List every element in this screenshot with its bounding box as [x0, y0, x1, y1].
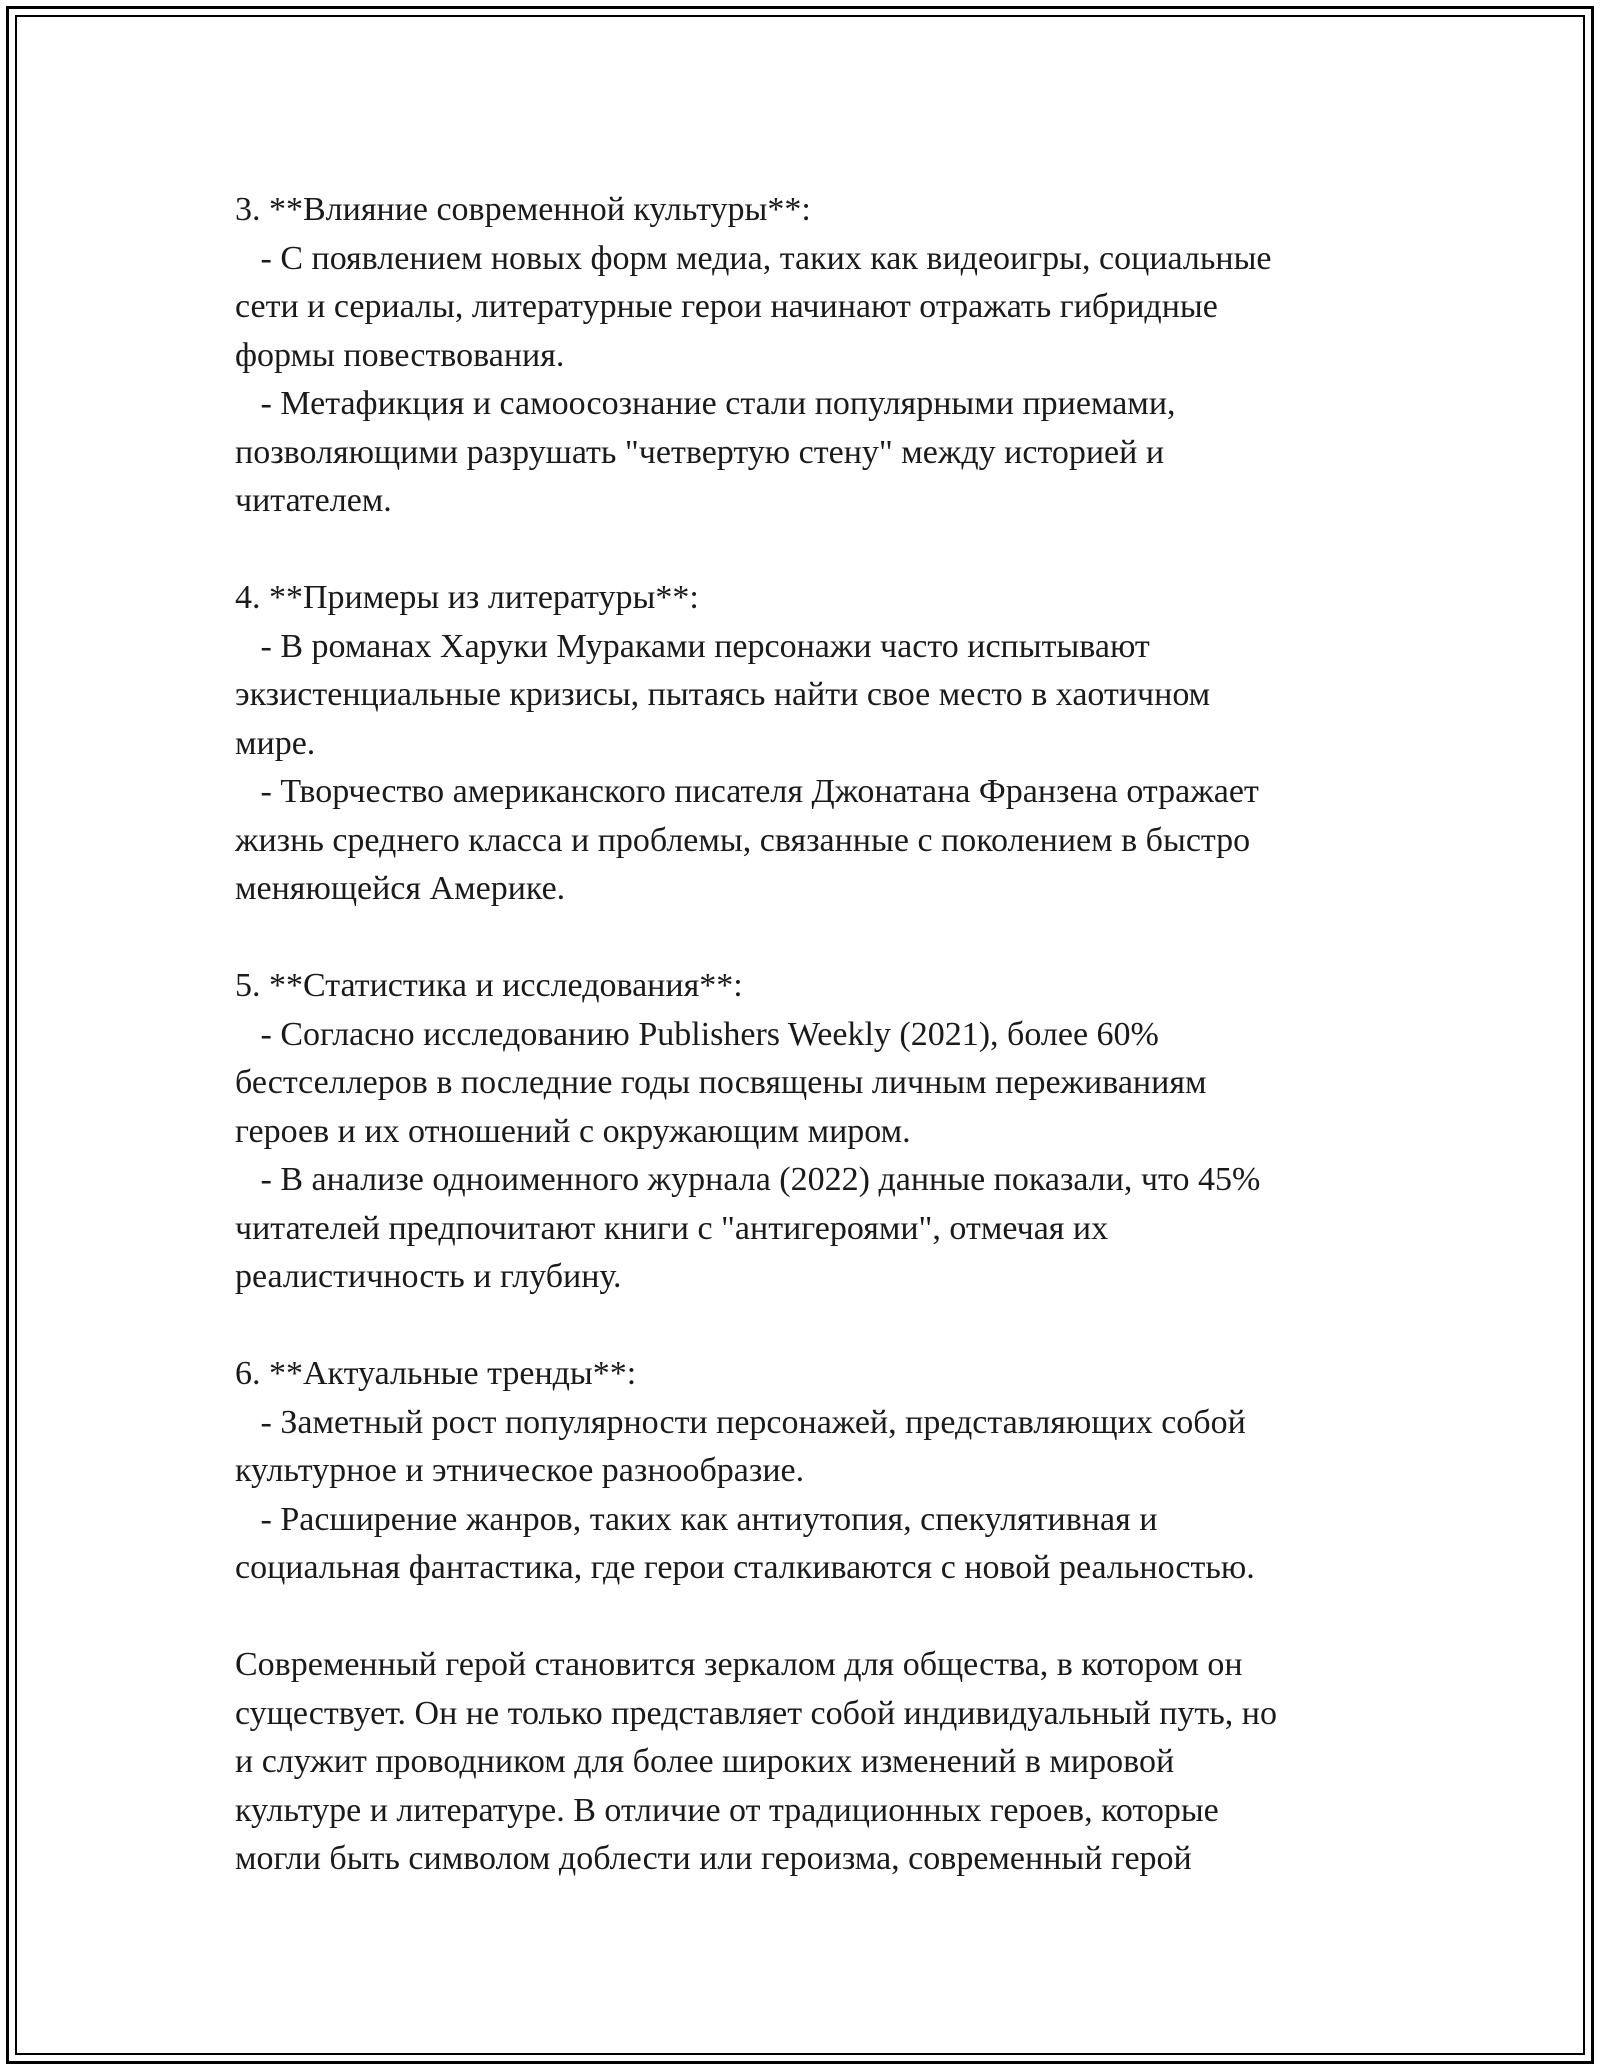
text-line: могли быть символом доблести или героизма, современный герой [235, 1840, 1192, 1877]
text-line: экзистенциальные кризисы, пытаясь найти свое место в хаотичном [235, 676, 1211, 713]
text-line: жизнь среднего класса и проблемы, связанные с поколением в быстро [235, 821, 1251, 859]
text-line: существует. Он не только представляет собой индивидуальный путь, но [235, 1694, 1277, 1732]
text-line: - Заметный рост популярности персонажей, представляющих собой [235, 1403, 1246, 1441]
text-line: социальная фантастика, где герои сталкиваются с новой реальностью. [235, 1549, 1255, 1586]
text-line: бестселлеров в последние годы посвящены личным переживаниям [235, 1064, 1207, 1101]
section-heading: 3. **Влияние современной культуры**: [235, 191, 811, 228]
text-line: - Творчество американского писателя Джонатана Франзена отражает [235, 773, 1259, 810]
text-line: культурное и этническое разнообразие. [235, 1452, 805, 1489]
text-line: позволяющими разрушать "четвертую стену" между историей и [235, 433, 1165, 471]
text-line: реалистичность и глубину. [235, 1258, 622, 1295]
text-line: - Метафикция и самоосознание стали популярными приемами, [235, 385, 1176, 422]
text-line: читателем. [235, 482, 392, 519]
section-heading: 4. **Примеры из литературы**: [235, 579, 699, 616]
text-line: мире. [235, 724, 316, 762]
text-line: - Согласно исследованию Publishers Weekly (2021), более 60% [235, 1015, 1159, 1053]
section-literature-examples [235, 574, 1395, 914]
text-line: - Расширение жанров, таких как антиутопия, спекулятивная и [235, 1500, 1158, 1538]
section-heading: 5. **Статистика и исследования**: [235, 967, 743, 1004]
text-line: - С появлением новых форм медиа, таких как видеоигры, социальные [235, 239, 1272, 277]
section-statistics [235, 962, 1395, 1302]
document-body [235, 186, 1395, 1884]
text-line: - В анализе одноименного журнала (2022) данные показали, что 45% [235, 1161, 1261, 1198]
text-line: формы повествования. [235, 336, 565, 374]
text-line: меняющейся Америке. [235, 870, 566, 907]
text-line: сети и сериалы, литературные герои начинают отражать гибридные [235, 288, 1218, 325]
section-culture-influence [235, 186, 1395, 526]
text-line: и служит проводником для более широких изменений в мировой [235, 1743, 1175, 1780]
text-line: читателей предпочитают книги с "антигероями", отмечая их [235, 1209, 1109, 1247]
text-line: - В романах Харуки Мураками персонажи часто испытывают [235, 627, 1150, 665]
section-current-trends [235, 1350, 1395, 1593]
text-line: героев и их отношений с окружающим миром. [235, 1112, 911, 1150]
closing-paragraph [235, 1641, 1395, 1884]
text-line: культуре и литературе. В отличие от традиционных героев, которые [235, 1791, 1219, 1829]
text-line: Современный герой становится зеркалом для общества, в котором он [235, 1646, 1243, 1683]
section-heading: 6. **Актуальные тренды**: [235, 1355, 637, 1392]
